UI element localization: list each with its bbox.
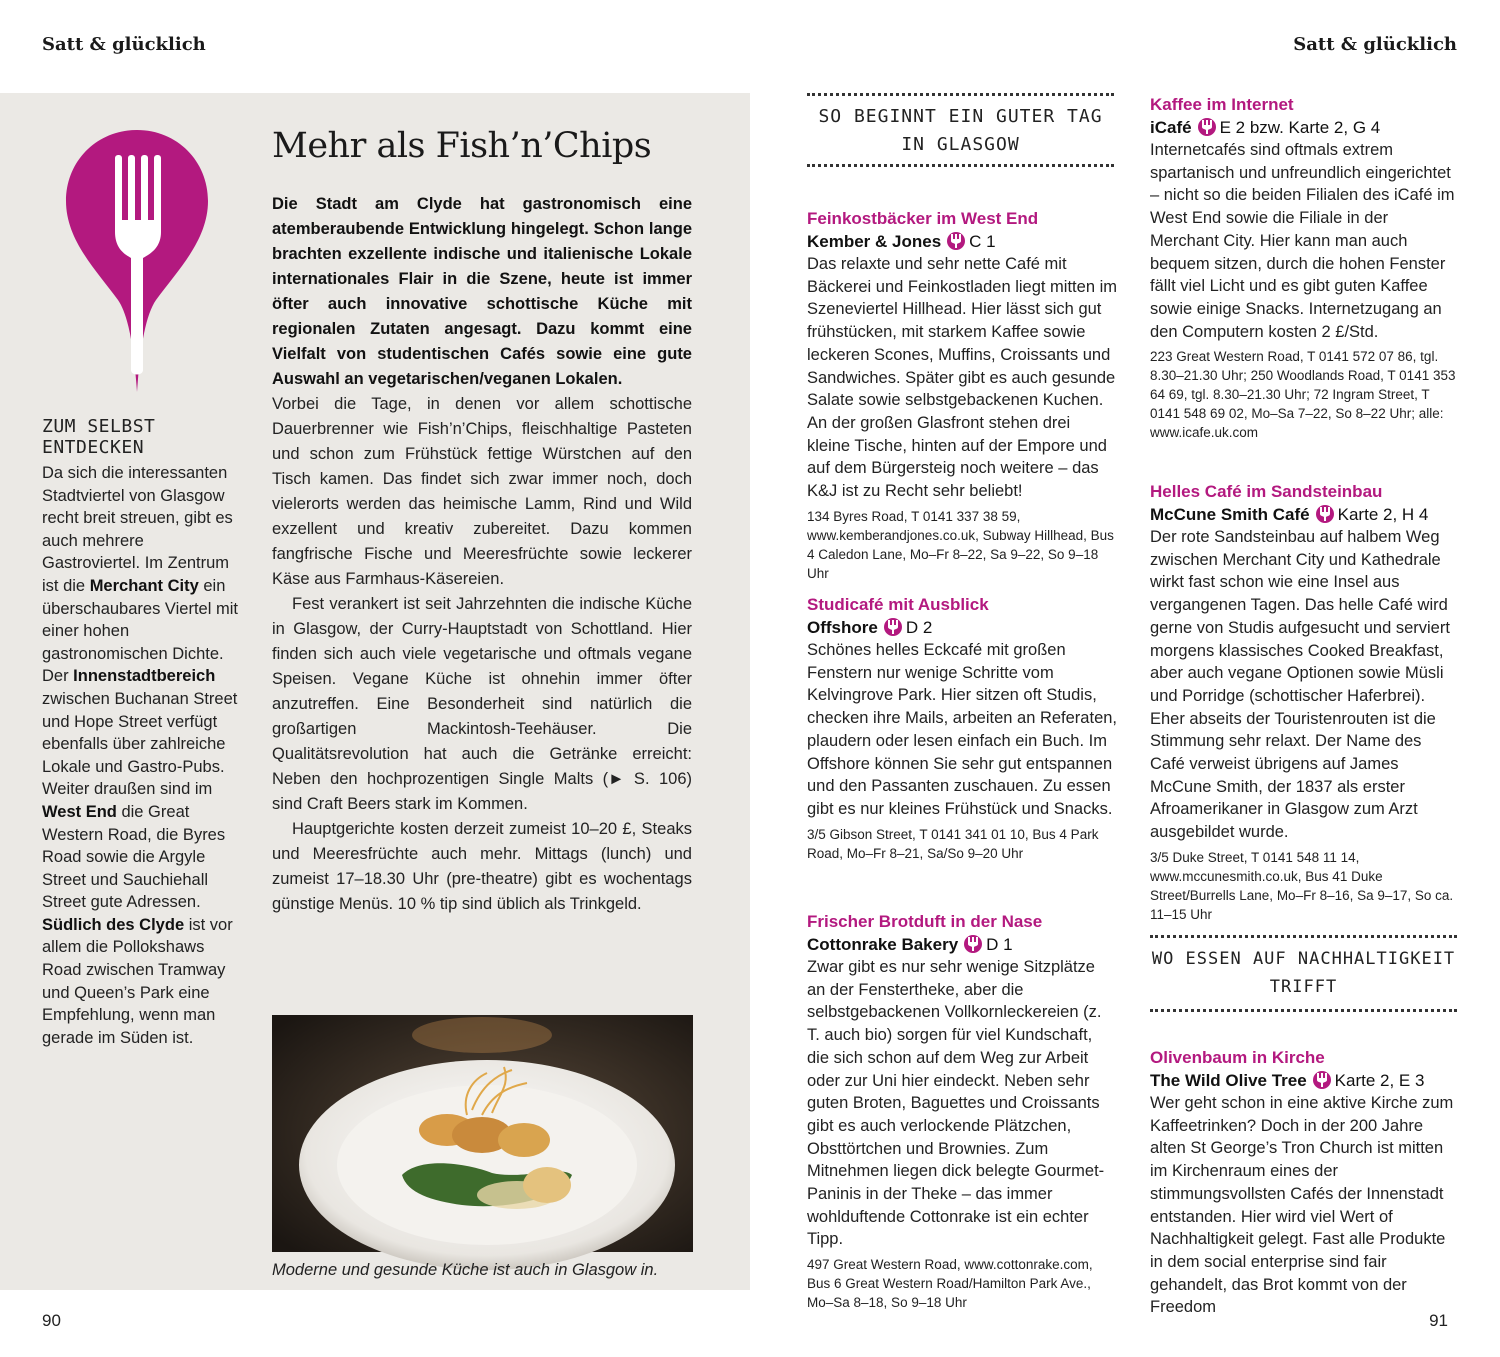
entry-name: McCune Smith Café (1150, 505, 1310, 524)
fork-badge-icon (947, 232, 965, 250)
article-paragraph-2: Fest verankert ist seit Jahrzehnten die indische Küche in Glasgow, der Curry-Hauptstadt von Schottland. Hier finden sich auch viele vegetarische und oftmals vegane Speisen. Vegane Küche ist ohnehin immer öfter anzutreffen. Eine Besonderheit sind natürlich die großartigen Mackintosh-Teehäuser. Die Qualitätsrevolution hat auch die Getränke erreicht: Neben den hochprozentigen Single Malts (► S. 106) sind Craft Beers stark im Kommen. (272, 595, 692, 813)
sidebar-text-part: Da sich die interessanten Stadtviertel von Glasgow recht breit streuen, gibt es auch mehrere Gastroviertel. Im Zentrum ist die (42, 464, 233, 595)
fork-badge-icon (1316, 505, 1334, 523)
entry-name-line (1150, 116, 1460, 139)
entry-name-line (807, 616, 1117, 639)
entry-name-line (1150, 503, 1460, 526)
box-title-line: SO BEGINNT EIN GUTER TAG (818, 106, 1103, 127)
entry-address: 134 Byres Road, T 0141 337 38 59, www.kemberandjones.co.uk, Subway Hillhead, Bus 4 Caledon Lane, Mo–Fr 8–22, Sa 9–22, So 9–18 Uhr (807, 508, 1114, 581)
entry-kember-jones (807, 207, 1117, 583)
entry-map-ref: D 1 (986, 935, 1013, 954)
running-head-left: Satt & glücklich (42, 34, 206, 55)
entry-address: 3/5 Gibson Street, T 0141 341 01 10, Bus 4 Park Road, Mo–Fr 8–21, Sa/So 9–20 Uhr (807, 826, 1099, 861)
sidebar-highlight-innenstadt: Innenstadtbereich (73, 667, 216, 686)
fork-badge-icon (1198, 118, 1216, 136)
entry-text: Das relaxte und sehr nette Café mit Bäckerei und Feinkostladen liegt mitten im Szeneviertel Hillhead. Hier lässt sich gut frühstücken, mit starkem Kaffee sowie leckeren Scones, Muffins, Croissants und Sandwiches. Später gibt es auch gesunde Salate sowie selbstgebackenen Kuchen. An der großen Glasfront stehen drei kleine Tische, hinten auf der Empore und auf dem Bürgersteig noch weitere – das K&J ist zu Recht sehr beliebt! (807, 255, 1117, 501)
page-number-right: 91 (1429, 1311, 1448, 1330)
entry-icafe (1150, 93, 1460, 442)
photo-caption: Moderne und gesunde Küche ist auch in Glasgow in. (272, 1261, 659, 1279)
entry-wild-olive-tree (1150, 1046, 1460, 1317)
fork-location-pin-icon (66, 130, 208, 392)
entry-category: Studicafé mit Ausblick (807, 595, 989, 614)
entry-category: Frischer Brotduft in der Nase (807, 912, 1043, 931)
entry-name: Offshore (807, 618, 878, 637)
box-title-line: TRIFFT (1269, 977, 1338, 997)
entry-name: iCafé (1150, 118, 1192, 137)
article-lead: Die Stadt am Clyde hat gastronomisch eine atemberaubende Entwicklung hingelegt. Schon lange brachten exzellente indische und italienische Lokale internationales Flair in die Szene, heute ist immer öfter auch innovative schottische Küche mit regionalen Zutaten angesagt. Dazu kommt eine Vielfalt von studentischen Cafés sowie eine gute Auswahl an vegetarischen/veganen Lokalen. (272, 195, 692, 388)
entry-cottonrake (807, 910, 1117, 1312)
sidebar-highlight-west-end: West End (42, 802, 117, 821)
entry-text: Internetcafés sind oftmals extrem spartanisch und unfreundlich eingerichtet – nicht so die beiden Filialen des iCafé im West End sowie die Filiale in der Merchant City. Hier kann man auch bequem sitzen, durch die hohen Fenster fällt viel Licht und es gibt guten Kaffee sowie einige Snacks. Internetzugang an den Computern kosten 2 £/Std. (1150, 141, 1455, 341)
sidebar-highlight-suedlich: Südlich des Clyde (42, 915, 185, 934)
article-title: Mehr als Fish’n’Chips (272, 126, 652, 166)
food-photo (272, 1015, 693, 1252)
sidebar-text-part: ein überschaubares Viertel mit einer hohen gastronomischen Dichte. Der (42, 576, 238, 686)
box-title-line: WO ESSEN AUF NACHHALTIGKEIT (1151, 949, 1456, 969)
entry-name-line (807, 933, 1117, 956)
page-number-left: 90 (42, 1311, 61, 1330)
entry-address: 223 Great Western Road, T 0141 572 07 86, tgl. 8.30–21.30 Uhr; 250 Woodlands Road, T 0141 353 64 69, tgl. 8.30–21.30 Uhr; 72 Ingram Street, T 0141 548 69 02, Mo–Sa 7–22, So 8–22 Uhr; alle: www.icafe.uk.com (1150, 349, 1456, 441)
fork-badge-icon (884, 618, 902, 636)
entry-category: Helles Café im Sandsteinbau (1150, 482, 1383, 501)
fork-badge-icon (1313, 1071, 1331, 1089)
box-divider-top (807, 93, 1114, 96)
sidebar-highlight-merchant-city: Merchant City (89, 576, 199, 595)
box-divider-bottom (1150, 1009, 1457, 1012)
entry-offshore (807, 593, 1117, 863)
sidebar-text-part: die Great Western Road, die Byres Road sowie die Argyle Street und Sauchiehall Street gute Adressen. (42, 802, 226, 912)
sidebar-text-part: zwischen Buchanan Street und Hope Street verfügt ebenfalls über zahlreiche Lokale und Gastro-Pubs. Weiter draußen sind im (42, 689, 238, 799)
box-title-nachhaltigkeit (1150, 945, 1457, 1001)
entry-map-ref: E 2 bzw. Karte 2, G 4 (1219, 118, 1381, 137)
entry-address: 497 Great Western Road, www.cottonrake.com, Bus 6 Great Western Road/Hamilton Park Ave., Mo–Sa 8–18, So 9–18 Uhr (807, 1257, 1093, 1311)
entry-name-line (807, 230, 1117, 253)
entry-text: Der rote Sandsteinbau auf halbem Weg zwischen Merchant City und Kathedrale wirkt fast schon wie eine Insel aus vergangenen Tagen. Das helle Café wird gerne von Studis aufgesucht und serviert morgens klassisches Cooked Breakfast, aber auch vegane Optionen sowie Müsli und Porridge (schottischer Haferbrei). Eher abseits der Touristenrouten ist die Stimmung sehr relaxt. Der Name des Café verweist übrigens auf James McCune Smith, der 1837 als erster Afroamerikaner in Glasgow zum Arzt ausgebildet wurde. (1150, 528, 1450, 842)
entry-name: The Wild Olive Tree (1150, 1071, 1307, 1090)
sidebar-title: ZUM SELBST ENTDECKEN (42, 416, 156, 458)
entry-text: Zwar gibt es nur sehr wenige Sitzplätze an der Fenstertheke, aber die selbstgebackenen Vollkornleckereien (z. T. auch bio) sorgen für viel Kundschaft, die sich schon auf dem Weg zur Arbeit oder zur Uni hier eindeckt. Neben sehr guten Broten, Baguettes und Croissants gibt es auch verlockende Plätzchen, Obsttörtchen und Brownies. Zum Mitnehmen liegen dick belegte Gourmet-Paninis in der Theke – das immer wohlduftende Cottonrake ist ein echter Tipp. (807, 958, 1105, 1249)
article-body (272, 192, 692, 917)
box-title-guter-tag (807, 103, 1114, 159)
entry-text: Schönes helles Eckcafé mit großen Fenstern nur wenige Schritte vom Kelvingrove Park. Hier sitzen oft Studis, checken ihre Mails, arbeiten an Referaten, plaudern oder lesen einfach ein Buch. Im Offshore können Sie sehr gut entspannen und den Passanten zuschauen. Zu essen gibt es nur kleines Frühstück und Snacks. (807, 641, 1118, 818)
article-paragraph-3: Hauptgerichte kosten derzeit zumeist 10–20 £, Steaks und Meeresfrüchte auch mehr. Mittags (lunch) und zumeist 17–18.30 Uhr (pre-theatre) gibt es wochentags günstige Menüs. 10 % tip sind üblich als Trinkgeld. (272, 820, 692, 913)
box-title-line: IN GLASGOW (901, 134, 1020, 155)
entry-text: Wer geht schon in eine aktive Kirche zum Kaffeetrinken? Doch in der 200 Jahre alten St George’s Tron Church ist mitten im Kirchenraum eines der stimmungsvollsten Cafés der Innenstadt entstanden. Hier wird viel Wert of Nachhaltigkeit gelegt. Fast alle Produkte in dem social enterprise sind fair gehandelt, das Brot kommt von der Freedom (1150, 1094, 1454, 1317)
fork-badge-icon (964, 935, 982, 953)
box-divider-top (1150, 935, 1457, 938)
entry-address: 3/5 Duke Street, T 0141 548 11 14, www.mccunesmith.co.uk, Bus 41 Duke Street/Burrells Lane, Mo–Fr 8–16, Sa 9–17, So ca. 11–15 Uhr (1150, 849, 1454, 922)
entry-name-line (1150, 1069, 1460, 1092)
sidebar-text-part: ist vor allem die Pollokshaws Road zwischen Tramway und Queen’s Park eine Empfehlung, wenn man gerade im Süden ist. (42, 915, 233, 1047)
entry-category: Kaffee im Internet (1150, 95, 1294, 114)
entry-name: Kember & Jones (807, 232, 942, 251)
entry-category: Feinkostbäcker im West End (807, 209, 1039, 228)
running-head-right: Satt & glücklich (1293, 34, 1457, 55)
entry-category: Olivenbaum in Kirche (1150, 1048, 1325, 1067)
entry-map-ref: D 2 (905, 618, 933, 637)
entry-map-ref: C 1 (969, 232, 996, 251)
entry-map-ref: Karte 2, E 3 (1334, 1071, 1425, 1090)
entry-map-ref: Karte 2, H 4 (1337, 505, 1429, 524)
article-paragraph-1: Vorbei die Tage, in denen vor allem schottische Dauerbrenner wie Fish’n’Chips, fleischhaltige Pasteten und schon zum Frühstück fettige Würstchen auf den Tisch kamen. Das findet sich zwar immer noch, doch vielerorts werden das heimische Lamm, Rind und Wild exzellent und kreativ zubereitet. Dazu kommen fangfrische Fische und Meeresfrüchte sowie leckerer Käse aus Farmhaus-Käsereien. (272, 395, 692, 588)
sidebar-text (42, 462, 242, 1049)
entry-name: Cottonrake Bakery (807, 935, 959, 954)
entry-mccune-smith (1150, 480, 1460, 924)
box-divider-bottom (807, 164, 1114, 167)
